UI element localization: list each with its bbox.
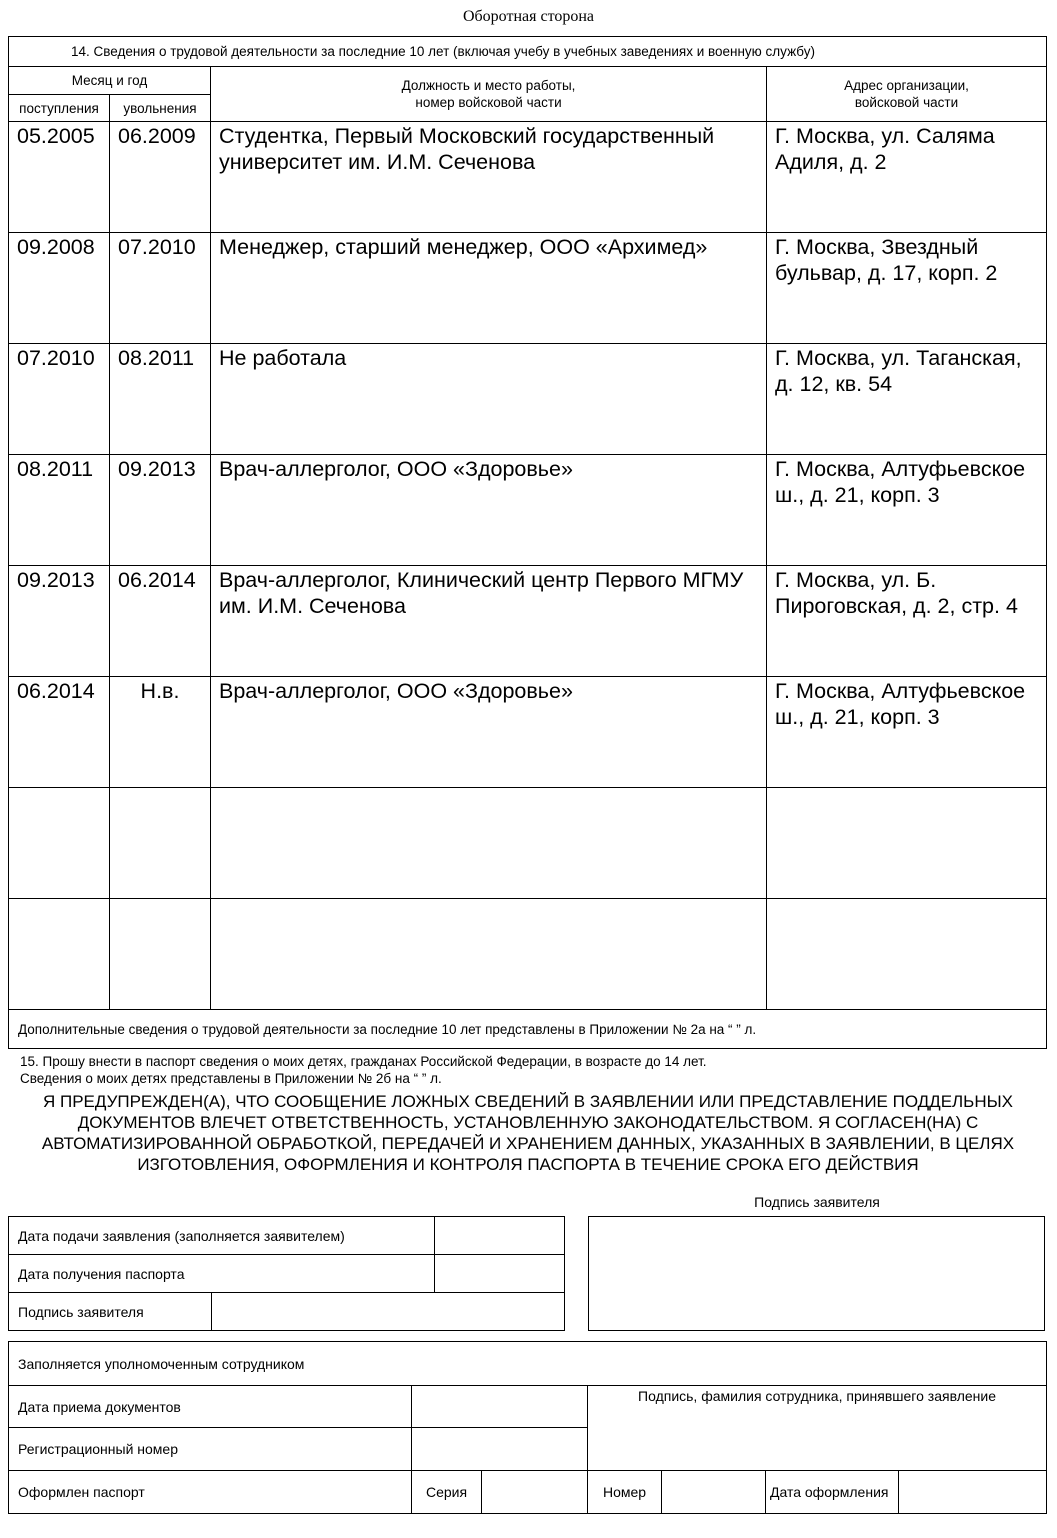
address-header (767, 67, 1047, 122)
end-date-cell[interactable] (110, 899, 211, 1010)
date-submitted-label: Дата подачи заявления (заполняется заявителем) (9, 1217, 435, 1255)
officer-table (8, 1341, 1047, 1514)
table-row (9, 566, 1047, 677)
date-submitted-field[interactable] (435, 1217, 565, 1255)
month-year-header: Месяц и год (9, 67, 211, 95)
position-header (211, 67, 767, 122)
address-header-line1: Адрес организации, (844, 78, 969, 93)
table-row (9, 344, 1047, 455)
table-row (9, 122, 1047, 233)
address-cell[interactable] (767, 788, 1047, 899)
position-cell[interactable]: Не работала (211, 344, 767, 455)
work-history-table (8, 36, 1047, 1049)
position-cell[interactable]: Врач-аллерголог, ООО «Здоровье» (211, 455, 767, 566)
start-date-cell[interactable]: 06.2014 (9, 677, 110, 788)
start-date-cell[interactable]: 05.2005 (9, 122, 110, 233)
address-cell[interactable]: Г. Москва, ул. Таганская, д. 12, кв. 54 (767, 344, 1047, 455)
address-cell[interactable] (767, 899, 1047, 1010)
series-field[interactable] (482, 1471, 588, 1514)
start-date-cell[interactable]: 09.2013 (9, 566, 110, 677)
legal-warning: Я ПРЕДУПРЕЖДЕН(А), ЧТО СООБЩЕНИЕ ЛОЖНЫХ СВЕДЕНИЙ В ЗАЯВЛЕНИИ ИЛИ ПРЕДСТАВЛЕНИЕ ПОДДЕЛЬНЫХ ДОКУМЕНТОВ ВЛЕЧЕТ ОТВЕТСТВЕННОСТЬ, УСТАНОВЛЕННУЮ ЗАКОНОДАТЕЛЬСТВОМ. Я СОГЛАСЕН(НА) С АВТОМАТИЗИРОВАННОЙ ОБРАБОТКОЙ, ПЕРЕДАЧЕЙ И ХРАНЕНИЕМ ДАННЫХ, УКАЗАННЫХ В ЗАЯВЛЕНИИ, В ЦЕЛЯХ ИЗГОТОВЛЕНИЯ, ОФОРМЛЕНИЯ И КОНТРОЛЯ ПАСПОРТА В ТЕЧЕНИЕ СРОКА ЕГО ДЕЙСТВИЯ (41, 1092, 1015, 1174)
extra-work-info: Дополнительные сведения о трудовой деятельности за последние 10 лет представлены в Приложении № 2а на “ ” л. (9, 1010, 1047, 1049)
officer-signature-box[interactable] (588, 1386, 1047, 1471)
end-date-cell[interactable]: Н.в. (110, 677, 211, 788)
date-accepted-label: Дата приема документов (9, 1386, 412, 1428)
table-row (9, 788, 1047, 899)
end-date-cell[interactable]: 06.2014 (110, 566, 211, 677)
start-date-cell[interactable] (9, 899, 110, 1010)
officer-signature-label: Подпись, фамилия сотрудника, принявшего заявление (638, 1388, 996, 1404)
start-date-cell[interactable]: 08.2011 (9, 455, 110, 566)
section-14-title: 14. Сведения о трудовой деятельности за последние 10 лет (включая учебу в учебных заведениях и военную службу) (9, 37, 1047, 67)
table-row (9, 899, 1047, 1010)
address-cell[interactable]: Г. Москва, ул. Б. Пироговская, д. 2, стр. 4 (767, 566, 1047, 677)
page-title: Оборотная сторона (462, 8, 595, 25)
end-date-cell[interactable]: 09.2013 (110, 455, 211, 566)
applicant-signature-label: Подпись заявителя (754, 1194, 880, 1210)
section-15-line1: 15. Прошу внести в паспорт сведения о моих детях, гражданах Российской Федерации, в возрасте до 14 лет. (20, 1054, 707, 1069)
submission-table (8, 1216, 565, 1331)
applicant-signature-row-label: Подпись заявителя (9, 1293, 212, 1331)
address-cell[interactable]: Г. Москва, ул. Саляма Адиля, д. 2 (767, 122, 1047, 233)
end-date-cell[interactable]: 06.2009 (110, 122, 211, 233)
position-cell[interactable]: Менеджер, старший менеджер, ООО «Архимед» (211, 233, 767, 344)
series-label: Серия (412, 1471, 482, 1514)
end-date-cell[interactable]: 08.2011 (110, 344, 211, 455)
section-15 (20, 1053, 1040, 1087)
applicant-signature-box[interactable] (588, 1216, 1045, 1331)
address-cell[interactable]: Г. Москва, Алтуфьевское ш., д. 21, корп. 3 (767, 677, 1047, 788)
table-row (9, 455, 1047, 566)
registration-number-field[interactable] (412, 1428, 588, 1471)
number-field[interactable] (662, 1471, 766, 1514)
start-date-cell[interactable] (9, 788, 110, 899)
start-date-cell[interactable]: 07.2010 (9, 344, 110, 455)
date-accepted-field[interactable] (412, 1386, 588, 1428)
start-date-header: поступления (9, 95, 110, 122)
date-received-field[interactable] (435, 1255, 565, 1293)
position-cell[interactable]: Врач-аллерголог, ООО «Здоровье» (211, 677, 767, 788)
address-cell[interactable]: Г. Москва, Звездный бульвар, д. 17, корп. 2 (767, 233, 1047, 344)
number-label: Номер (588, 1471, 662, 1514)
position-cell[interactable] (211, 788, 767, 899)
table-row (9, 233, 1047, 344)
issue-date-field[interactable] (899, 1471, 1047, 1514)
position-cell[interactable] (211, 899, 767, 1010)
table-row (9, 677, 1047, 788)
position-cell[interactable]: Студентка, Первый Московский государственный университет им. И.М. Сеченова (211, 122, 767, 233)
start-date-cell[interactable]: 09.2008 (9, 233, 110, 344)
applicant-signature-field[interactable] (212, 1293, 565, 1331)
officer-section-title: Заполняется уполномоченным сотрудником (9, 1342, 1047, 1386)
date-received-label: Дата получения паспорта (9, 1255, 435, 1293)
passport-issued-label: Оформлен паспорт (9, 1471, 412, 1514)
section-15-line2: Сведения о моих детях представлены в Приложении № 2б на “ ” л. (20, 1071, 442, 1086)
end-date-header: увольнения (110, 95, 211, 122)
position-cell[interactable]: Врач-аллерголог, Клинический центр Первого МГМУ им. И.М. Сеченова (211, 566, 767, 677)
position-header-line1: Должность и место работы, (401, 78, 576, 93)
end-date-cell[interactable]: 07.2010 (110, 233, 211, 344)
issue-date-label: Дата оформления (766, 1471, 899, 1514)
position-header-line2: номер войсковой части (415, 95, 562, 110)
end-date-cell[interactable] (110, 788, 211, 899)
address-cell[interactable]: Г. Москва, Алтуфьевское ш., д. 21, корп. 3 (767, 455, 1047, 566)
address-header-line2: войсковой части (854, 95, 959, 110)
registration-number-label: Регистрационный номер (9, 1428, 412, 1471)
